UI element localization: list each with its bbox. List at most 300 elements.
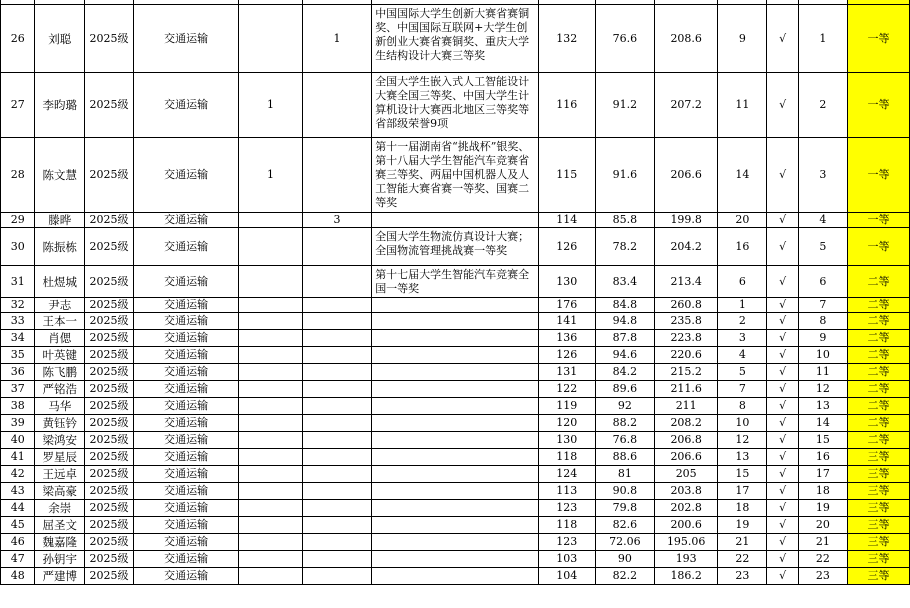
student-name: 屈圣文 xyxy=(35,517,85,534)
score-a-cell: 132 xyxy=(538,5,595,73)
final-rank-cell: 12 xyxy=(798,381,847,398)
final-rank-cell: 20 xyxy=(798,517,847,534)
rank-cell: 15 xyxy=(718,466,767,483)
student-name: 李昀璐 xyxy=(35,73,85,138)
award-level-cell: 一等 xyxy=(847,73,909,138)
score-b-cell: 88.6 xyxy=(595,449,654,466)
grade-cell: 2025级 xyxy=(85,313,134,330)
provincial-count-cell xyxy=(302,330,371,347)
student-name: 余崇 xyxy=(35,500,85,517)
award-level-cell: 三等 xyxy=(847,551,909,568)
table-row xyxy=(1,5,910,73)
check-cell: √ xyxy=(767,449,798,466)
student-name: 陈飞鹏 xyxy=(35,364,85,381)
grade-cell: 2025级 xyxy=(85,534,134,551)
award-level-cell: 二等 xyxy=(847,364,909,381)
national-count-cell xyxy=(239,266,303,298)
awards-cell xyxy=(372,432,538,449)
awards-cell: 第十七届大学生智能汽车竞赛全国一等奖 xyxy=(372,266,538,298)
provincial-count-cell xyxy=(302,466,371,483)
table-row xyxy=(1,483,910,500)
provincial-count-cell xyxy=(302,551,371,568)
awards-cell xyxy=(372,534,538,551)
table-row xyxy=(1,266,910,298)
grade-cell: 2025级 xyxy=(85,364,134,381)
grade-cell: 2025级 xyxy=(85,213,134,228)
student-name: 刘聪 xyxy=(35,5,85,73)
check-cell: √ xyxy=(767,73,798,138)
national-count-cell xyxy=(239,517,303,534)
national-count-cell xyxy=(239,568,303,585)
score-b-cell: 90 xyxy=(595,551,654,568)
row-number: 38 xyxy=(1,398,35,415)
rank-cell: 4 xyxy=(718,347,767,364)
grade-cell: 2025级 xyxy=(85,568,134,585)
rank-cell: 23 xyxy=(718,568,767,585)
grade-cell: 2025级 xyxy=(85,551,134,568)
national-count-cell xyxy=(239,500,303,517)
score-a-cell: 136 xyxy=(538,330,595,347)
total-score-cell: 260.8 xyxy=(655,298,718,313)
check-cell: √ xyxy=(767,415,798,432)
check-cell: √ xyxy=(767,466,798,483)
score-b-cell: 76.8 xyxy=(595,432,654,449)
total-score-cell: 208.2 xyxy=(655,415,718,432)
final-rank-cell: 4 xyxy=(798,213,847,228)
national-count-cell xyxy=(239,466,303,483)
provincial-count-cell xyxy=(302,298,371,313)
score-b-cell: 91.6 xyxy=(595,138,654,213)
final-rank-cell: 5 xyxy=(798,228,847,266)
rank-cell: 13 xyxy=(718,449,767,466)
student-name: 滕晔 xyxy=(35,213,85,228)
row-number: 40 xyxy=(1,432,35,449)
rank-cell: 6 xyxy=(718,266,767,298)
row-number: 44 xyxy=(1,500,35,517)
awards-cell xyxy=(372,330,538,347)
provincial-count-cell: 3 xyxy=(302,213,371,228)
table-row xyxy=(1,213,910,228)
rank-cell: 20 xyxy=(718,213,767,228)
national-count-cell xyxy=(239,398,303,415)
score-b-cell: 94.6 xyxy=(595,347,654,364)
final-rank-cell: 21 xyxy=(798,534,847,551)
national-count-cell xyxy=(239,313,303,330)
score-a-cell: 130 xyxy=(538,266,595,298)
final-rank-cell: 15 xyxy=(798,432,847,449)
table-row xyxy=(1,228,910,266)
national-count-cell xyxy=(239,381,303,398)
award-level-cell: 一等 xyxy=(847,228,909,266)
score-a-cell: 141 xyxy=(538,313,595,330)
national-count-cell xyxy=(239,228,303,266)
score-b-cell: 72.06 xyxy=(595,534,654,551)
total-score-cell: 220.6 xyxy=(655,347,718,364)
table-row xyxy=(1,381,910,398)
national-count-cell xyxy=(239,483,303,500)
grade-cell: 2025级 xyxy=(85,330,134,347)
score-a-cell: 123 xyxy=(538,500,595,517)
awards-cell xyxy=(372,381,538,398)
check-cell: √ xyxy=(767,500,798,517)
final-rank-cell: 8 xyxy=(798,313,847,330)
score-a-cell: 103 xyxy=(538,551,595,568)
provincial-count-cell xyxy=(302,266,371,298)
provincial-count-cell xyxy=(302,415,371,432)
total-score-cell: 195.06 xyxy=(655,534,718,551)
table-row xyxy=(1,534,910,551)
total-score-cell: 202.8 xyxy=(655,500,718,517)
total-score-cell: 204.2 xyxy=(655,228,718,266)
rank-cell: 11 xyxy=(718,73,767,138)
final-rank-cell: 19 xyxy=(798,500,847,517)
table-row xyxy=(1,551,910,568)
national-count-cell xyxy=(239,432,303,449)
total-score-cell: 186.2 xyxy=(655,568,718,585)
major-cell: 交通运输 xyxy=(133,449,238,466)
score-a-cell: 118 xyxy=(538,517,595,534)
student-name: 马华 xyxy=(35,398,85,415)
provincial-count-cell xyxy=(302,568,371,585)
award-level-cell: 一等 xyxy=(847,138,909,213)
row-number: 34 xyxy=(1,330,35,347)
score-a-cell: 120 xyxy=(538,415,595,432)
award-level-cell: 一等 xyxy=(847,213,909,228)
major-cell: 交通运输 xyxy=(133,228,238,266)
student-name: 叶英键 xyxy=(35,347,85,364)
major-cell: 交通运输 xyxy=(133,347,238,364)
rank-cell: 12 xyxy=(718,432,767,449)
national-count-cell xyxy=(239,551,303,568)
total-score-cell: 206.6 xyxy=(655,449,718,466)
student-name: 王本一 xyxy=(35,313,85,330)
grade-cell: 2025级 xyxy=(85,138,134,213)
rank-cell: 9 xyxy=(718,5,767,73)
final-rank-cell: 18 xyxy=(798,483,847,500)
student-name: 梁高豪 xyxy=(35,483,85,500)
major-cell: 交通运输 xyxy=(133,364,238,381)
table-row xyxy=(1,568,910,585)
check-cell: √ xyxy=(767,568,798,585)
table-row xyxy=(1,347,910,364)
total-score-cell: 205 xyxy=(655,466,718,483)
final-rank-cell: 14 xyxy=(798,415,847,432)
table-row xyxy=(1,138,910,213)
national-count-cell xyxy=(239,449,303,466)
table-row xyxy=(1,500,910,517)
score-b-cell: 82.6 xyxy=(595,517,654,534)
rank-cell: 3 xyxy=(718,330,767,347)
score-a-cell: 126 xyxy=(538,347,595,364)
student-name: 陈振栋 xyxy=(35,228,85,266)
check-cell: √ xyxy=(767,364,798,381)
final-rank-cell: 16 xyxy=(798,449,847,466)
major-cell: 交通运输 xyxy=(133,500,238,517)
major-cell: 交通运输 xyxy=(133,266,238,298)
score-b-cell: 76.6 xyxy=(595,5,654,73)
score-b-cell: 81 xyxy=(595,466,654,483)
score-b-cell: 84.2 xyxy=(595,364,654,381)
table-row xyxy=(1,398,910,415)
rank-cell: 16 xyxy=(718,228,767,266)
awards-cell: 全国大学生嵌入式人工智能设计大赛全国三等奖、中国大学生计算机设计大赛西北地区三等奖等省部级荣誉9项 xyxy=(372,73,538,138)
awards-cell xyxy=(372,415,538,432)
major-cell: 交通运输 xyxy=(133,330,238,347)
check-cell: √ xyxy=(767,313,798,330)
total-score-cell: 206.6 xyxy=(655,138,718,213)
score-b-cell: 85.8 xyxy=(595,213,654,228)
major-cell: 交通运输 xyxy=(133,466,238,483)
row-number: 41 xyxy=(1,449,35,466)
national-count-cell xyxy=(239,330,303,347)
award-level-cell: 二等 xyxy=(847,298,909,313)
table-row xyxy=(1,432,910,449)
grade-cell: 2025级 xyxy=(85,266,134,298)
row-number: 30 xyxy=(1,228,35,266)
major-cell: 交通运输 xyxy=(133,415,238,432)
rank-cell: 14 xyxy=(718,138,767,213)
grade-cell: 2025级 xyxy=(85,398,134,415)
rank-cell: 10 xyxy=(718,415,767,432)
award-level-cell: 二等 xyxy=(847,415,909,432)
award-level-cell: 二等 xyxy=(847,330,909,347)
score-a-cell: 116 xyxy=(538,73,595,138)
rank-cell: 21 xyxy=(718,534,767,551)
final-rank-cell: 13 xyxy=(798,398,847,415)
check-cell: √ xyxy=(767,5,798,73)
score-b-cell: 82.2 xyxy=(595,568,654,585)
major-cell: 交通运输 xyxy=(133,138,238,213)
award-level-cell: 三等 xyxy=(847,517,909,534)
grade-cell: 2025级 xyxy=(85,415,134,432)
score-b-cell: 79.8 xyxy=(595,500,654,517)
total-score-cell: 207.2 xyxy=(655,73,718,138)
total-score-cell: 235.8 xyxy=(655,313,718,330)
provincial-count-cell xyxy=(302,381,371,398)
final-rank-cell: 23 xyxy=(798,568,847,585)
awards-cell xyxy=(372,568,538,585)
major-cell: 交通运输 xyxy=(133,432,238,449)
check-cell: √ xyxy=(767,213,798,228)
student-name: 王远卓 xyxy=(35,466,85,483)
major-cell: 交通运输 xyxy=(133,381,238,398)
rank-cell: 2 xyxy=(718,313,767,330)
provincial-count-cell xyxy=(302,449,371,466)
row-number: 32 xyxy=(1,298,35,313)
student-name: 罗星辰 xyxy=(35,449,85,466)
row-number: 29 xyxy=(1,213,35,228)
check-cell: √ xyxy=(767,432,798,449)
provincial-count-cell xyxy=(302,398,371,415)
total-score-cell: 211 xyxy=(655,398,718,415)
score-a-cell: 131 xyxy=(538,364,595,381)
total-score-cell: 203.8 xyxy=(655,483,718,500)
award-level-cell: 二等 xyxy=(847,313,909,330)
student-name: 严建博 xyxy=(35,568,85,585)
provincial-count-cell: 1 xyxy=(302,5,371,73)
student-name: 魏嘉隆 xyxy=(35,534,85,551)
major-cell: 交通运输 xyxy=(133,551,238,568)
award-level-cell: 二等 xyxy=(847,432,909,449)
provincial-count-cell xyxy=(302,138,371,213)
check-cell: √ xyxy=(767,330,798,347)
score-a-cell: 115 xyxy=(538,138,595,213)
provincial-count-cell xyxy=(302,228,371,266)
row-number: 46 xyxy=(1,534,35,551)
provincial-count-cell xyxy=(302,364,371,381)
student-name: 梁鸿安 xyxy=(35,432,85,449)
row-number: 28 xyxy=(1,138,35,213)
score-b-cell: 87.8 xyxy=(595,330,654,347)
score-a-cell: 114 xyxy=(538,213,595,228)
table-row xyxy=(1,449,910,466)
grade-cell: 2025级 xyxy=(85,449,134,466)
check-cell: √ xyxy=(767,138,798,213)
awards-cell: 中国国际大学生创新大赛省赛铜奖、中国国际互联网+大学生创新创业大赛省赛铜奖、重庆大学生结构设计大赛三等奖 xyxy=(372,5,538,73)
major-cell: 交通运输 xyxy=(133,313,238,330)
total-score-cell: 208.6 xyxy=(655,5,718,73)
score-b-cell: 90.8 xyxy=(595,483,654,500)
major-cell: 交通运输 xyxy=(133,398,238,415)
row-number: 33 xyxy=(1,313,35,330)
award-level-cell: 二等 xyxy=(847,347,909,364)
check-cell: √ xyxy=(767,381,798,398)
national-count-cell xyxy=(239,213,303,228)
award-level-cell: 三等 xyxy=(847,568,909,585)
row-number: 43 xyxy=(1,483,35,500)
final-rank-cell: 7 xyxy=(798,298,847,313)
check-cell: √ xyxy=(767,534,798,551)
awards-cell xyxy=(372,551,538,568)
student-name: 杜煜城 xyxy=(35,266,85,298)
check-cell: √ xyxy=(767,228,798,266)
row-number: 31 xyxy=(1,266,35,298)
major-cell: 交通运输 xyxy=(133,483,238,500)
row-number: 45 xyxy=(1,517,35,534)
total-score-cell: 215.2 xyxy=(655,364,718,381)
score-b-cell: 94.8 xyxy=(595,313,654,330)
awards-cell: 第十一届湖南省“挑战杯”银奖、第十八届大学生智能汽车竞赛省赛三等奖、两届中国机器人及人工智能大赛省赛一等奖、国赛二等奖 xyxy=(372,138,538,213)
national-count-cell xyxy=(239,347,303,364)
student-name: 肖偲 xyxy=(35,330,85,347)
row-number: 36 xyxy=(1,364,35,381)
major-cell: 交通运输 xyxy=(133,5,238,73)
row-number: 39 xyxy=(1,415,35,432)
final-rank-cell: 1 xyxy=(798,5,847,73)
score-a-cell: 126 xyxy=(538,228,595,266)
final-rank-cell: 9 xyxy=(798,330,847,347)
major-cell: 交通运输 xyxy=(133,213,238,228)
score-a-cell: 113 xyxy=(538,483,595,500)
award-level-cell: 三等 xyxy=(847,449,909,466)
score-b-cell: 92 xyxy=(595,398,654,415)
final-rank-cell: 2 xyxy=(798,73,847,138)
total-score-cell: 211.6 xyxy=(655,381,718,398)
grade-cell: 2025级 xyxy=(85,228,134,266)
national-count-cell xyxy=(239,364,303,381)
grade-cell: 2025级 xyxy=(85,466,134,483)
award-level-cell: 二等 xyxy=(847,381,909,398)
provincial-count-cell xyxy=(302,500,371,517)
awards-cell xyxy=(372,298,538,313)
provincial-count-cell xyxy=(302,432,371,449)
student-name: 尹志 xyxy=(35,298,85,313)
awards-cell xyxy=(372,449,538,466)
student-name: 陈文慧 xyxy=(35,138,85,213)
check-cell: √ xyxy=(767,398,798,415)
awards-cell xyxy=(372,347,538,364)
row-number: 27 xyxy=(1,73,35,138)
national-count-cell xyxy=(239,415,303,432)
score-b-cell: 91.2 xyxy=(595,73,654,138)
provincial-count-cell xyxy=(302,534,371,551)
score-a-cell: 176 xyxy=(538,298,595,313)
major-cell: 交通运输 xyxy=(133,73,238,138)
check-cell: √ xyxy=(767,298,798,313)
national-count-cell xyxy=(239,534,303,551)
total-score-cell: 193 xyxy=(655,551,718,568)
total-score-cell: 206.8 xyxy=(655,432,718,449)
score-b-cell: 88.2 xyxy=(595,415,654,432)
score-a-cell: 124 xyxy=(538,466,595,483)
table-row xyxy=(1,73,910,138)
award-level-cell: 二等 xyxy=(847,266,909,298)
table-row xyxy=(1,415,910,432)
award-level-cell: 三等 xyxy=(847,466,909,483)
awards-cell xyxy=(372,398,538,415)
rank-cell: 1 xyxy=(718,298,767,313)
national-count-cell: 1 xyxy=(239,138,303,213)
rank-cell: 22 xyxy=(718,551,767,568)
final-rank-cell: 3 xyxy=(798,138,847,213)
score-a-cell: 104 xyxy=(538,568,595,585)
awards-cell xyxy=(372,500,538,517)
grade-cell: 2025级 xyxy=(85,298,134,313)
total-score-cell: 199.8 xyxy=(655,213,718,228)
rank-cell: 18 xyxy=(718,500,767,517)
rank-cell: 17 xyxy=(718,483,767,500)
award-level-cell: 二等 xyxy=(847,398,909,415)
table-row xyxy=(1,330,910,347)
grade-cell: 2025级 xyxy=(85,73,134,138)
score-a-cell: 118 xyxy=(538,449,595,466)
provincial-count-cell xyxy=(302,483,371,500)
provincial-count-cell xyxy=(302,73,371,138)
score-a-cell: 130 xyxy=(538,432,595,449)
awards-cell xyxy=(372,313,538,330)
grade-cell: 2025级 xyxy=(85,5,134,73)
table-row xyxy=(1,313,910,330)
grade-cell: 2025级 xyxy=(85,432,134,449)
final-rank-cell: 11 xyxy=(798,364,847,381)
national-count-cell xyxy=(239,5,303,73)
awards-cell xyxy=(372,483,538,500)
table-row xyxy=(1,517,910,534)
grade-cell: 2025级 xyxy=(85,347,134,364)
final-rank-cell: 10 xyxy=(798,347,847,364)
table-row xyxy=(1,298,910,313)
provincial-count-cell xyxy=(302,517,371,534)
score-b-cell: 89.6 xyxy=(595,381,654,398)
student-name: 孙钥宇 xyxy=(35,551,85,568)
check-cell: √ xyxy=(767,551,798,568)
score-b-cell: 78.2 xyxy=(595,228,654,266)
final-rank-cell: 22 xyxy=(798,551,847,568)
row-number: 35 xyxy=(1,347,35,364)
provincial-count-cell xyxy=(302,347,371,364)
major-cell: 交通运输 xyxy=(133,298,238,313)
award-level-cell: 三等 xyxy=(847,534,909,551)
